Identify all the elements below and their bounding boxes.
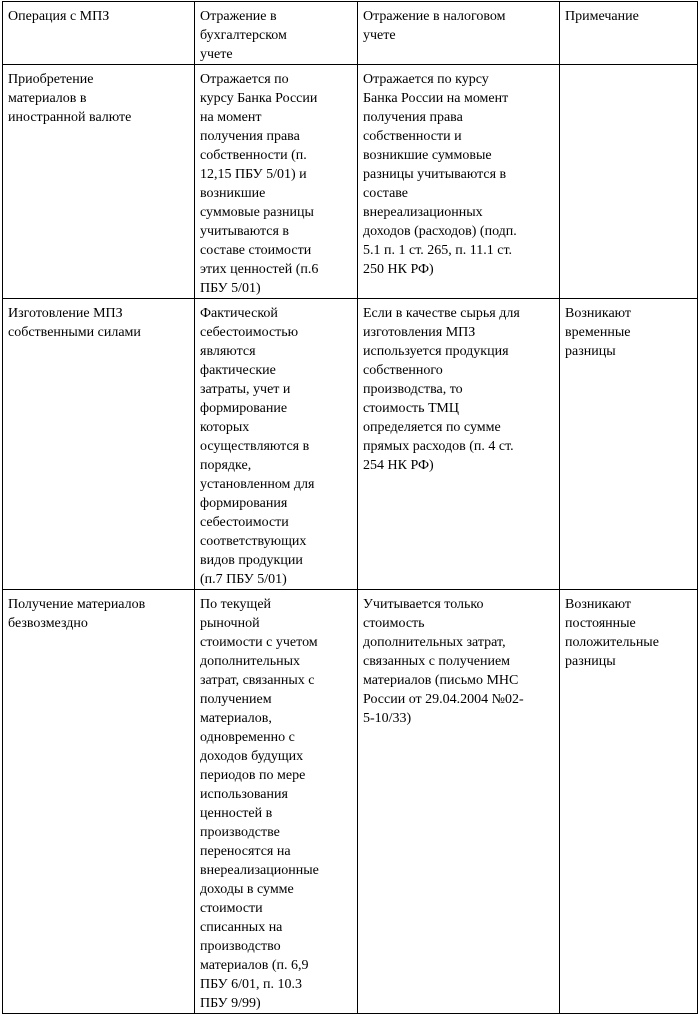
cell-tax: Если в качестве сырья для изготовления МПЗ используется продукция собственного производства, то стоимость ТМЦ определяется по сумме прямых расходов (п. 4 ст. 254 НК РФ) [358, 299, 560, 590]
table-row [3, 65, 698, 299]
header-accounting: Отражение в бухгалтерском учете [195, 2, 358, 65]
cell-operation: Получение материалов безвозмездно [3, 590, 195, 1014]
mpz-table [2, 1, 698, 1014]
header-note: Примечание [560, 2, 698, 65]
cell-note: Возникают временные разницы [560, 299, 698, 590]
cell-note [560, 65, 698, 299]
header-tax: Отражение в налоговом учете [358, 2, 560, 65]
cell-tax: Учитывается только стоимость дополнительных затрат, связанных с получением материалов (письмо МНС России от 29.04.2004 №02- 5-10/33) [358, 590, 560, 1014]
cell-operation: Приобретение материалов в иностранной валюте [3, 65, 195, 299]
cell-operation: Изготовление МПЗ собственными силами [3, 299, 195, 590]
cell-accounting: По текущей рыночной стоимости с учетом дополнительных затрат, связанных с получением материалов, одновременно с доходов будущих периодов по мере использования ценностей в производстве переносятся на внереализационные доходы в сумме стоимости списанных на производство материалов (п. 6,9 ПБУ 6/01, п. 10.3 ПБУ 9/99) [195, 590, 358, 1014]
cell-tax: Отражается по курсу Банка России на момент получения права собственности и возникшие суммовые разницы учитываются в составе внереализационных доходов (расходов) (подп. 5.1 п. 1 ст. 265, п. 11.1 ст. 250 НК РФ) [358, 65, 560, 299]
table-header-row [3, 2, 698, 65]
table-row [3, 299, 698, 590]
cell-note: Возникают постоянные положительные разницы [560, 590, 698, 1014]
cell-accounting: Фактической себестоимостью являются фактические затраты, учет и формирование которых осуществляются в порядке, установленном для формирования себестоимости соответствующих видов продукции (п.7 ПБУ 5/01) [195, 299, 358, 590]
header-operation: Операция с МПЗ [3, 2, 195, 65]
cell-accounting: Отражается по курсу Банка России на момент получения права собственности (п. 12,15 ПБУ 5/01) и возникшие суммовые разницы учитываются в составе стоимости этих ценностей (п.6 ПБУ 5/01) [195, 65, 358, 299]
table-row [3, 590, 698, 1014]
